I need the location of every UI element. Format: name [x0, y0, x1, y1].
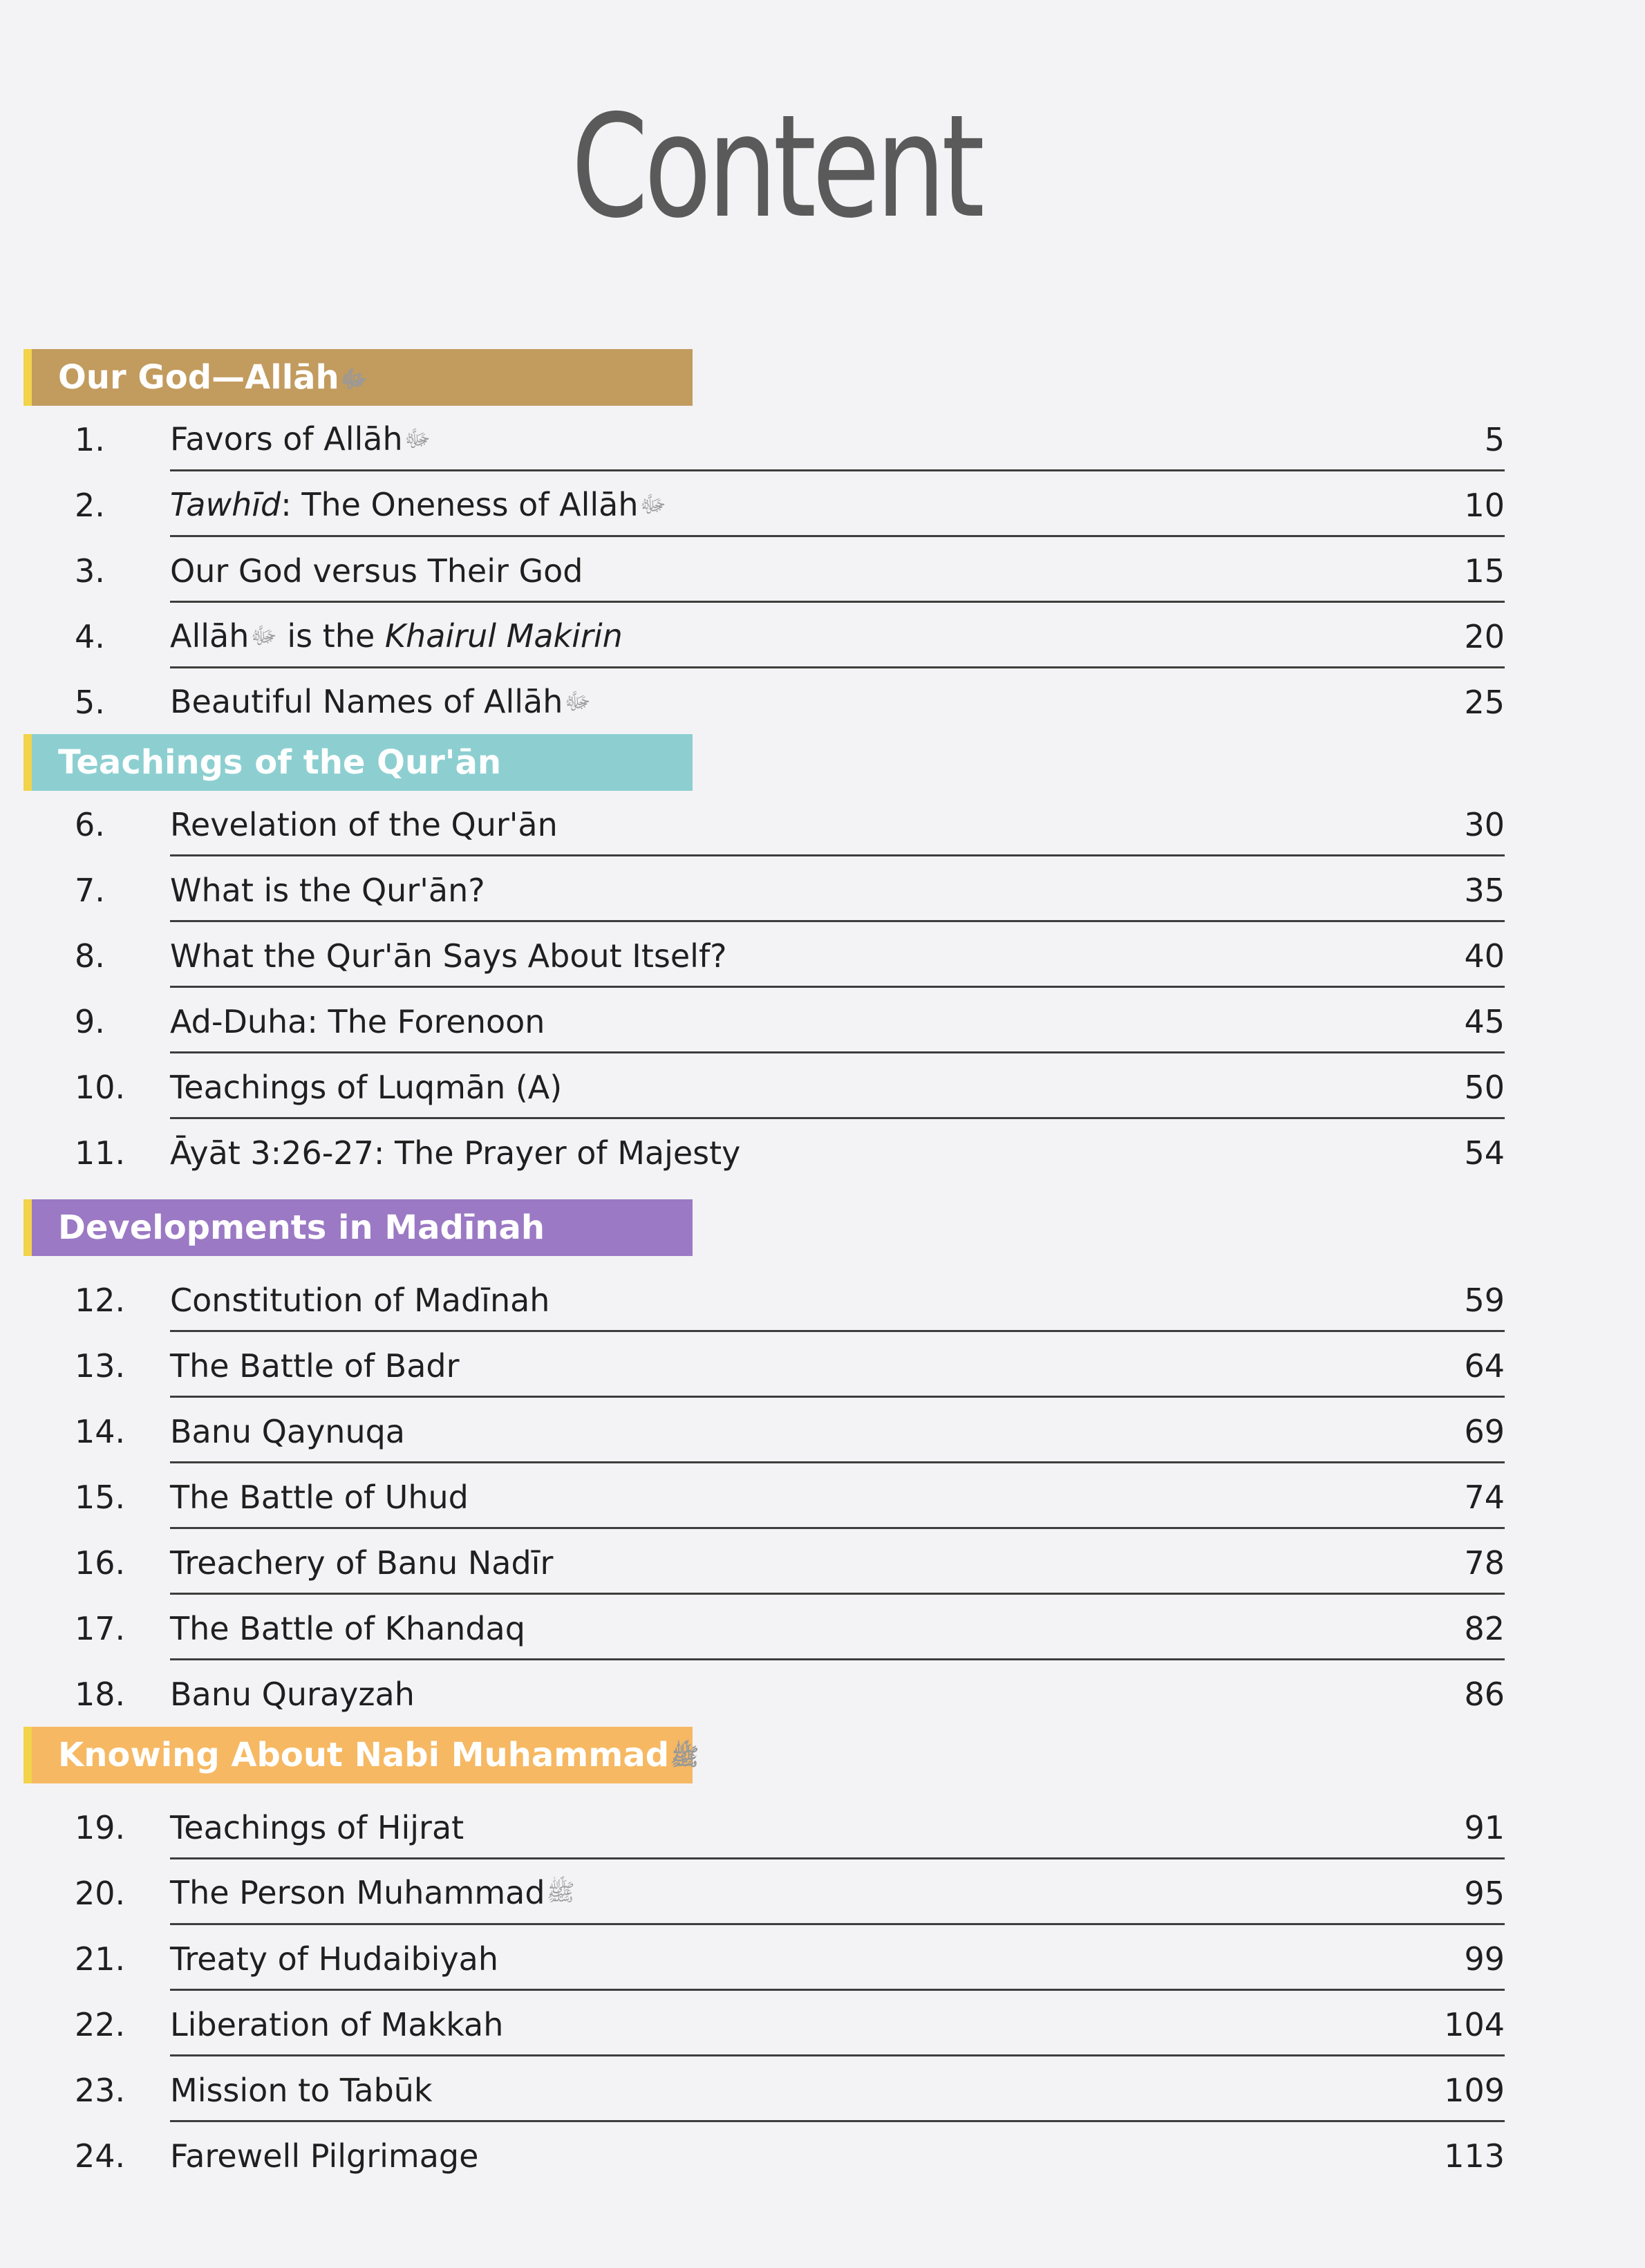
toc-entry[interactable] [0, 537, 1528, 603]
honorific-symbol: ﷻ [250, 622, 277, 650]
toc-entry[interactable] [0, 603, 1528, 668]
entry-title: Banu Qurayzah [170, 1676, 415, 1713]
entry-number: 1. [75, 421, 105, 458]
entry-page: 40 [1464, 937, 1505, 975]
section-heading-developments-madinah: Developments in Madīnah [24, 1199, 693, 1256]
entry-page: 104 [1444, 2006, 1505, 2043]
entry-number: 9. [75, 1003, 105, 1040]
entry-title: Mission to Tabūk [170, 2072, 433, 2109]
toc-entry[interactable] [0, 668, 1528, 734]
entry-number: 13. [75, 1347, 126, 1385]
entry-number: 24. [75, 2137, 126, 2175]
entry-page: 69 [1464, 1413, 1505, 1450]
entry-number: 18. [75, 1676, 126, 1713]
entry-page: 5 [1484, 421, 1505, 458]
entry-page: 20 [1464, 618, 1505, 655]
honorific-symbol: ﷺ [670, 1743, 699, 1771]
entry-title: Teachings of Hijrat [170, 1809, 464, 1846]
entry-title: Farewell Pilgrimage [170, 2137, 479, 2175]
entry-title: Treaty of Hudaibiyah [170, 1940, 499, 1978]
entry-number: 11. [75, 1134, 126, 1172]
entry-page: 15 [1464, 552, 1505, 590]
entry-number: 3. [75, 552, 105, 590]
entry-page: 78 [1464, 1544, 1505, 1582]
toc-entry[interactable] [0, 1053, 1528, 1119]
entry-page: 91 [1464, 1809, 1505, 1846]
entry-page: 99 [1464, 1940, 1505, 1978]
entry-number: 20. [75, 1875, 126, 1912]
entry-number: 8. [75, 937, 105, 975]
entry-number: 5. [75, 684, 105, 721]
entry-title: Beautiful Names of Allāhﷻ [170, 683, 591, 720]
toc-entry[interactable] [0, 1991, 1528, 2056]
entry-title: Āyāt 3:26-27: The Prayer of Majesty [170, 1134, 741, 1172]
toc-entry[interactable] [0, 1398, 1528, 1463]
entry-page: 45 [1464, 1003, 1505, 1040]
entry-page: 59 [1464, 1282, 1505, 1319]
toc-entry[interactable] [0, 2056, 1528, 2122]
entry-title: Allāhﷻ is the Khairul Makirin [170, 617, 623, 655]
entry-page: 30 [1464, 806, 1505, 843]
toc-entry[interactable] [0, 1529, 1528, 1595]
toc-entry[interactable] [0, 1332, 1528, 1398]
entry-number: 12. [75, 1282, 126, 1319]
entry-page: 35 [1464, 872, 1505, 909]
toc-entry[interactable] [0, 406, 1528, 471]
entry-page: 74 [1464, 1479, 1505, 1516]
entry-title: Tawhīd: The Oneness of Allāhﷻ [170, 486, 666, 523]
entry-page: 54 [1464, 1134, 1505, 1172]
honorific-symbol: ﷻ [404, 425, 431, 453]
toc-entry[interactable] [0, 1794, 1528, 1859]
entry-title: Treachery of Banu Nadīr [170, 1544, 554, 1582]
entry-number: 15. [75, 1479, 126, 1516]
entry-number: 2. [75, 487, 105, 524]
honorific-symbol: ﷺ [546, 1879, 575, 1906]
entry-title: Revelation of the Qur'ān [170, 806, 558, 843]
toc-entry[interactable] [0, 471, 1528, 537]
toc-entry[interactable] [0, 988, 1528, 1053]
toc-entry[interactable] [0, 1595, 1528, 1660]
entry-title: The Battle of Uhud [170, 1479, 469, 1516]
entry-number: 22. [75, 2006, 126, 2043]
entry-title: Constitution of Madīnah [170, 1282, 550, 1319]
entry-title: The Person Muhammadﷺ [170, 1874, 575, 1911]
entry-page: 50 [1464, 1069, 1505, 1106]
entry-page: 82 [1464, 1610, 1505, 1647]
toc-entry[interactable] [0, 791, 1528, 856]
entry-page: 95 [1464, 1875, 1505, 1912]
toc-entry[interactable] [0, 1266, 1528, 1332]
entry-number: 17. [75, 1610, 126, 1647]
toc-entry[interactable] [0, 922, 1528, 988]
entry-page: 109 [1444, 2072, 1505, 2109]
entry-title: Teachings of Luqmān (A) [170, 1069, 563, 1106]
entry-title: The Battle of Khandaq [170, 1610, 525, 1647]
entry-title: Favors of Allāhﷻ [170, 420, 431, 458]
entry-title: What the Qur'ān Says About Itself? [170, 937, 727, 975]
entry-number: 16. [75, 1544, 126, 1582]
honorific-symbol: ﷻ [340, 366, 368, 393]
entry-page: 113 [1444, 2137, 1505, 2175]
section-heading-teachings-quran: Teachings of the Qur'ān [24, 734, 693, 791]
entry-title: Liberation of Makkah [170, 2006, 504, 2043]
section-heading-knowing-nabi: Knowing About Nabi Muhammadﷺ [24, 1727, 693, 1783]
toc-entry[interactable] [0, 856, 1528, 922]
entry-page: 10 [1464, 487, 1505, 524]
section-heading-our-god: Our God—Allāhﷻ [24, 349, 693, 406]
entry-title: What is the Qur'ān? [170, 872, 485, 909]
entry-title: Ad-Duha: The Forenoon [170, 1003, 545, 1040]
toc-entry[interactable] [0, 1463, 1528, 1529]
toc-entry[interactable] [0, 2122, 1528, 2188]
toc-entry[interactable] [0, 1660, 1528, 1726]
entry-page: 64 [1464, 1347, 1505, 1385]
entry-title: The Battle of Badr [170, 1347, 460, 1385]
page-title: Content [571, 85, 981, 250]
toc-entry[interactable] [0, 1925, 1528, 1991]
honorific-symbol: ﷻ [564, 688, 591, 715]
entry-page: 25 [1464, 684, 1505, 721]
entry-number: 6. [75, 806, 105, 843]
toc-entry[interactable] [0, 1859, 1528, 1925]
entry-number: 23. [75, 2072, 126, 2109]
entry-number: 19. [75, 1809, 126, 1846]
toc-entry[interactable] [0, 1119, 1528, 1185]
entry-number: 4. [75, 618, 105, 655]
entry-title: Banu Qaynuqa [170, 1413, 405, 1450]
entry-number: 7. [75, 872, 105, 909]
entry-page: 86 [1464, 1676, 1505, 1713]
entry-title: Our God versus Their God [170, 552, 583, 590]
entry-number: 10. [75, 1069, 126, 1106]
entry-number: 21. [75, 1940, 126, 1978]
entry-number: 14. [75, 1413, 126, 1450]
honorific-symbol: ﷻ [639, 491, 666, 518]
